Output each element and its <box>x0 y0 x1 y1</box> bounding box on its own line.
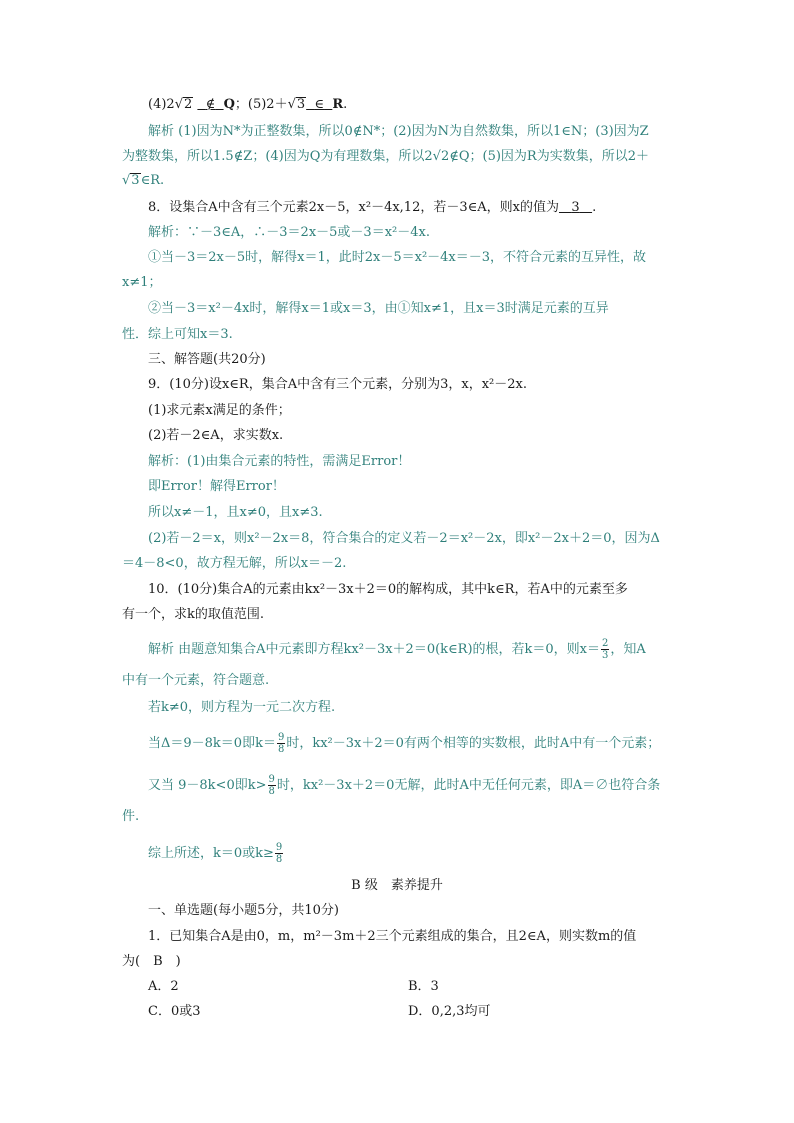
b1-stem-line2: 为( B ) <box>122 954 181 969</box>
q8-case1-line2: x≠1； <box>122 275 162 290</box>
q10-a1-text: 由题意知集合A中元素即方程kx²－3x＋2＝0(k∈R)的根，若k＝0，则x＝ <box>174 642 601 657</box>
q4-prefix: (4)2 <box>148 97 175 112</box>
q8-stem <box>148 199 596 217</box>
q4-radicand: 2 <box>183 97 193 112</box>
q10-a4-post: 时，kx²－3x＋2＝0有两个相等的实数根，此时A中有一个元素； <box>286 736 661 751</box>
q10-stem-line1: 10．(10分)集合A的元素由kx²－3x＋2＝0的解构成，其中k∈R，若A中的元素至多 <box>148 582 628 597</box>
fraction-9-8: $\frac{9}{8}$ <box>275 842 283 865</box>
q5-radicand: 3 <box>296 97 306 112</box>
q4-blank: ∉ <box>205 97 216 112</box>
q10-a1-post: ，知A <box>610 642 646 657</box>
q9-analysis-3: 所以x≠－1，且x≠0，且x≠3. <box>148 505 323 520</box>
analysis-radicand: 3 <box>131 173 140 188</box>
section-3-heading: 三、解答题(共20分) <box>148 352 266 367</box>
q9-analysis-5: ＝4－8<0，故方程无解，所以x＝－2. <box>122 556 347 571</box>
option-b: B．3 <box>408 979 439 994</box>
q9-stem: 9．(10分)设x∈R，集合A中含有三个元素，分别为3，x，x²－2x. <box>148 377 527 392</box>
q10-analysis-6: 件. <box>122 809 140 824</box>
q10-analysis-2: 中有一个元素，符合题意. <box>122 673 270 688</box>
q9-part1: (1)求元素x满足的条件； <box>148 403 291 418</box>
q5-blank: ∈ <box>314 97 325 112</box>
b1-stem-line1: 1．已知集合A是由0，m，m²－3m＋2三个元素组成的集合，且2∈A，则实数m的值 <box>148 929 637 944</box>
q5-prefix: ；(5)2＋ <box>234 97 288 112</box>
q8-stem-text: 8．设集合A中含有三个元素2x－5，x²－4x,12，若－3∈A，则x的值为 <box>148 200 559 215</box>
q10-a4-pre: 当Δ＝9－8k＝0即k＝ <box>148 736 276 751</box>
q8-case1-line1: ①当－3＝2x－5时，解得x＝1，此时2x－5＝x²－4x＝－3，不符合元素的互异性，故 <box>148 250 647 265</box>
q5-set: R <box>332 97 344 112</box>
q7-sub-4-5: (4)2√2 ∉ Q；(5)2＋√3 ∈ R. <box>148 97 348 112</box>
fraction-9-8: $\frac{9}{8}$ <box>268 774 275 797</box>
q7-analysis-line1 <box>148 123 649 141</box>
q9-analysis-1: 解析：(1)由集合元素的特性，需满足Error！ <box>148 454 411 469</box>
fraction-9-8: $\frac{9}{8}$ <box>277 732 285 755</box>
analysis-label: 解析 <box>148 642 175 657</box>
section-1-heading: 一、单选题(每小题5分，共10分) <box>148 903 339 918</box>
option-a: A．2 <box>148 979 179 994</box>
analysis-end: ∈R. <box>140 173 165 188</box>
analysis-label: 解析 <box>148 124 175 139</box>
q9-analysis-2: 即Error！解得Error！ <box>148 479 285 494</box>
q10-analysis-7 <box>148 842 284 865</box>
q8-analysis: 解析：∵－3∈A，∴－3＝2x－5或－3＝x²－4x. <box>148 225 430 240</box>
level-b-title: B 级 素养提升 <box>351 878 443 893</box>
q8-stem-end: . <box>592 200 597 215</box>
q10-a5-post: 时，kx²－3x＋2＝0无解，此时A中无任何元素，即A＝∅也符合条 <box>276 778 661 793</box>
q10-a7-pre: 综上所述，k＝0或k≥ <box>148 846 274 861</box>
q9-analysis-4: (2)若－2＝x，则x²－2x＝8，符合集合的定义若－2＝x²－2x，即x²－2x＋2＝0，因为Δ <box>148 531 660 546</box>
q8-case2-line1: ②当－3＝x²－4x时，解得x＝1或x＝3，由①知x≠1，且x＝3时满足元素的互异 <box>148 301 609 316</box>
q7-analysis-line3: √3∈R. <box>122 173 165 188</box>
q10-analysis-4 <box>148 732 660 755</box>
q4-set: Q <box>223 97 235 112</box>
q7-analysis-line2: 为整数集，所以1.5∉Z；(4)因为Q为有理数集，所以2√2∉Q；(5)因为R为实数集，所以2＋ <box>122 149 649 164</box>
q10-stem-line2: 有一个，求k的取值范围. <box>122 607 265 622</box>
analysis-text: (1)因为N*为正整数集，所以0∉N*；(2)因为N为自然数集，所以1∈N；(3)因为Z <box>174 124 649 139</box>
fraction-2-3: $\frac{2}{3}$ <box>602 638 609 661</box>
q10-analysis-5 <box>148 774 660 797</box>
q8-answer-blank: 3 <box>571 200 580 215</box>
option-d: D．0,2,3均可 <box>408 1004 491 1019</box>
q9-part2: (2)若－2∈A，求实数x. <box>148 428 284 443</box>
q7-end: . <box>343 97 348 112</box>
q10-analysis-3: 若k≠0，则方程为一元二次方程. <box>148 700 336 715</box>
option-c: C．0或3 <box>148 1004 201 1019</box>
q10-analysis-1 <box>148 638 646 661</box>
q10-a5-pre: 又当 9－8k<0即k> <box>148 778 267 793</box>
q8-case2-line2: 性．综上可知x＝3. <box>122 327 233 342</box>
